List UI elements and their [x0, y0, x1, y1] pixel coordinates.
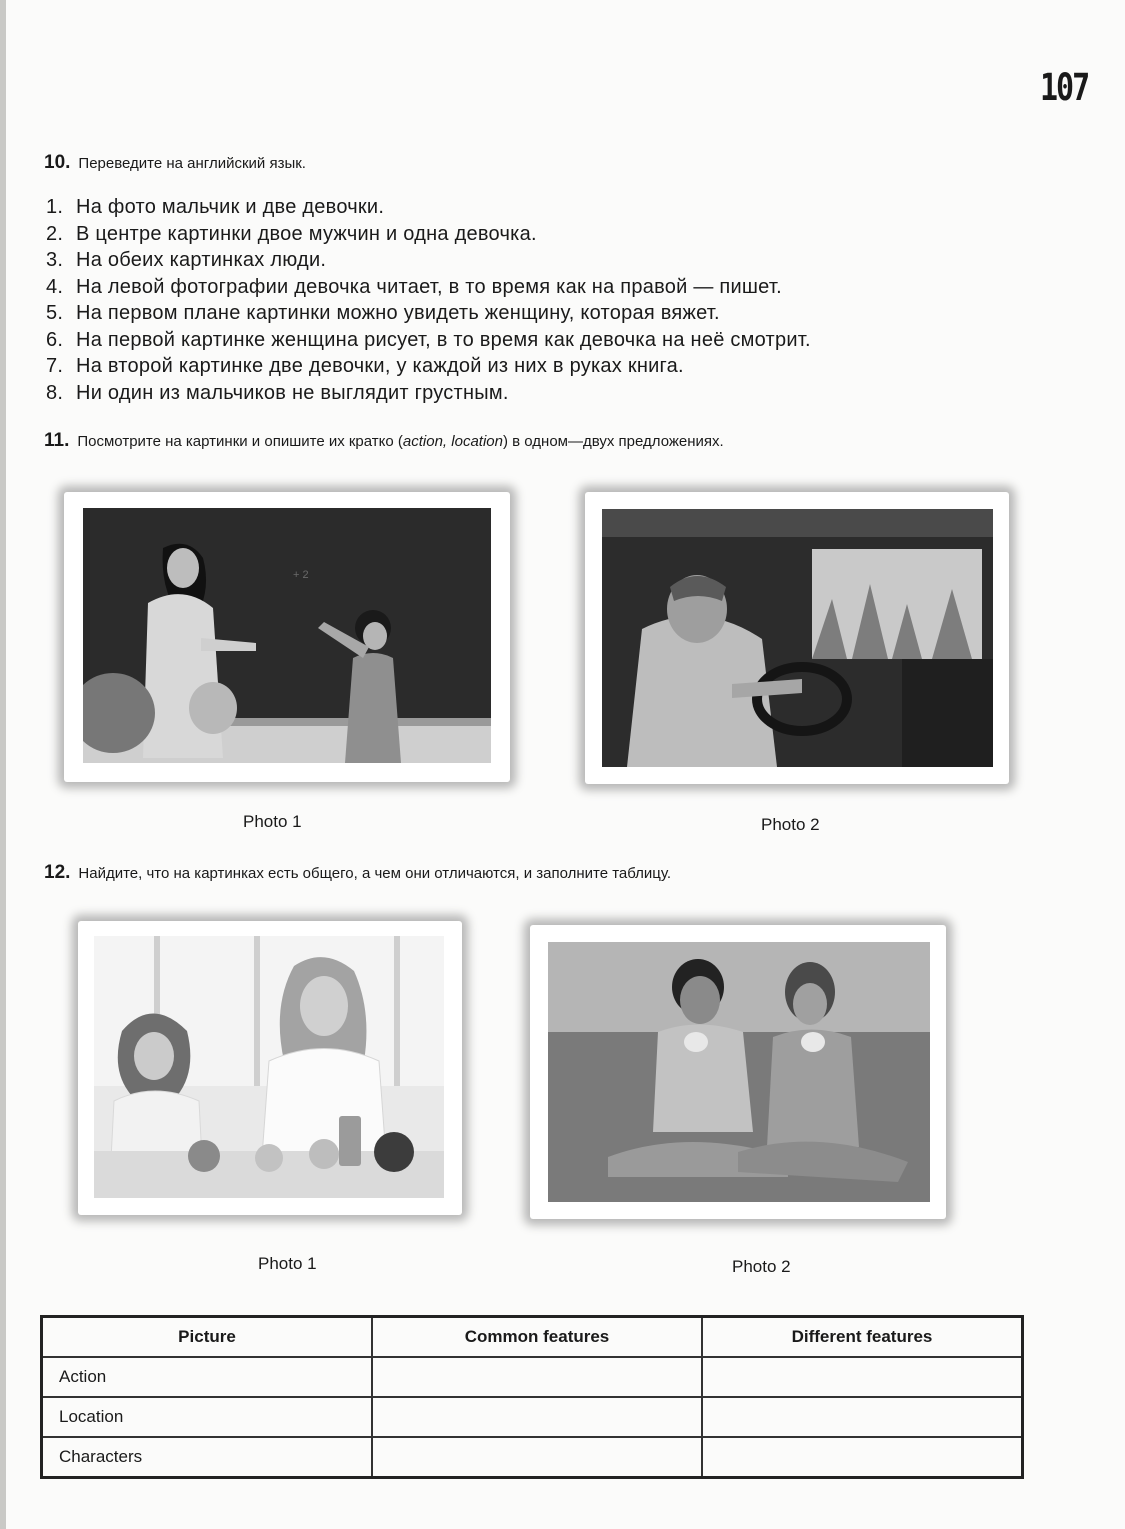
answer-cell[interactable]	[702, 1437, 1023, 1478]
classroom-blackboard-photo	[83, 508, 491, 763]
features-comparison-table	[40, 1315, 1024, 1479]
exercise-10-number: 10.	[44, 152, 71, 173]
sentence-item: 2. В центре картинки двое мужчин и одна девочка.	[46, 222, 537, 245]
ex11-photo2-caption: Photo 2	[761, 815, 820, 834]
table-row	[42, 1397, 1023, 1437]
answer-cell[interactable]	[372, 1397, 702, 1437]
sentence-item: 5. На первом плане картинки можно увидеть женщину, которая вяжет.	[46, 302, 720, 324]
sentence-item: 4. На левой фотографии девочка читает, в то время как на правой — пишет.	[46, 275, 782, 298]
exercise-11-italic-terms: action, location	[402, 433, 503, 450]
sentence-item: 3. На обеих картинках люди.	[46, 249, 327, 271]
sentence-item: 6. На первой картинке женщина рисует, в то время как девочка на неё смотрит.	[46, 328, 811, 351]
table-header-row	[42, 1317, 1023, 1358]
row-label-action: Action	[42, 1357, 373, 1397]
sentence-item: 1. На фото мальчик и две девочки.	[46, 196, 385, 218]
sentence-item: 7. На второй картинке две девочки, у каждой из них в руках книга.	[46, 355, 684, 377]
exercise-11-number: 11.	[44, 430, 70, 451]
row-label-characters: Characters	[42, 1437, 373, 1478]
exercise-10-sentence-list	[46, 194, 811, 406]
ex11-photo1-caption: Photo 1	[243, 812, 302, 831]
exercise-10-instruction: Переведите на английский язык.	[78, 155, 306, 172]
ex11-photo2-frame	[585, 492, 1009, 784]
answer-cell[interactable]	[702, 1357, 1023, 1397]
answer-cell[interactable]	[702, 1397, 1023, 1437]
table-header-different: Different features	[702, 1317, 1023, 1358]
table-row	[42, 1437, 1023, 1478]
ex11-photo1-frame	[64, 492, 510, 782]
exercise-12-number: 12.	[44, 862, 71, 883]
page-edge	[0, 0, 6, 1529]
exercise-11-heading: 11. Посмотрите на картинки и опишите их кратко (action, location) в одном—двух предложениях.	[44, 430, 724, 451]
svg-text:+ 2: + 2	[293, 569, 309, 581]
ex12-photo1-caption: Photo 1	[258, 1254, 317, 1273]
truck-driver-photo	[602, 509, 993, 767]
table-row	[42, 1357, 1023, 1397]
exercise-12-heading	[44, 862, 671, 884]
children-ice-cream-park-photo	[548, 942, 930, 1202]
answer-cell[interactable]	[372, 1437, 702, 1478]
mother-daughter-kitchen-photo	[94, 936, 444, 1198]
sentence-item: 8. Ни один из мальчиков не выглядит грустным.	[46, 381, 509, 404]
exercise-10-heading	[44, 152, 306, 174]
ex12-photo1-frame	[78, 921, 462, 1215]
row-label-location: Location	[42, 1397, 373, 1437]
ex12-photo2-frame	[530, 925, 946, 1219]
page-number: 107	[1040, 66, 1089, 110]
table-header-common: Common features	[372, 1317, 702, 1358]
exercise-12-instruction: Найдите, что на картинках есть общего, а чем они отличаются, и заполните таблицу.	[78, 865, 672, 882]
ex12-photo2-caption: Photo 2	[732, 1257, 791, 1276]
answer-cell[interactable]	[372, 1357, 702, 1397]
table-header-picture: Picture	[42, 1317, 373, 1358]
